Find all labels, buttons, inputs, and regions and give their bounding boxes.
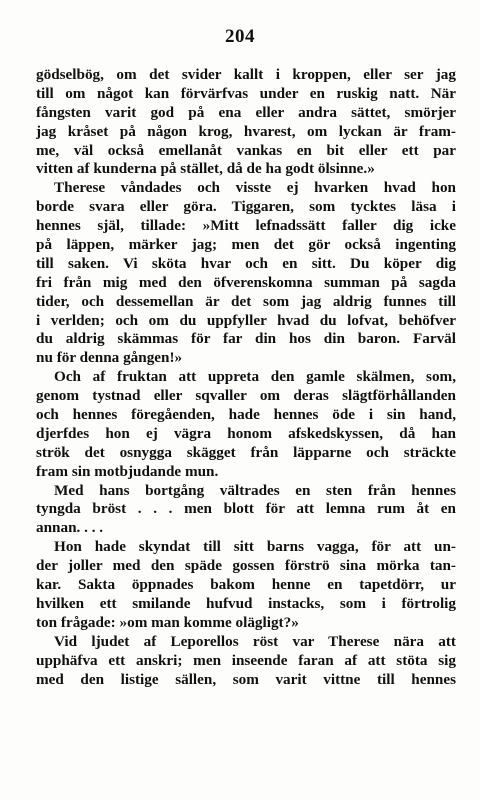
text-line: i verlden; och om du uppfyller hvad du lofvat, behöfver <box>36 311 456 329</box>
text-line: till om något kan förvärfvas under en ruskig natt. När <box>36 84 456 102</box>
text-line: nu för denna gången!» <box>36 349 183 367</box>
text-line: tider, och dessemellan är det som jag aldrig funnes till <box>36 292 456 310</box>
text-line: Hon hade skyndat till sitt barns vagga, för att un- <box>54 538 456 556</box>
text-line: strök det osnygga skägget från läpparne och sträckte <box>36 443 456 461</box>
text-line: Vid ljudet af Leporellos röst var Therese nära att <box>54 632 456 650</box>
text-line: ton frågade: »om man komme olägligt?» <box>36 613 299 631</box>
text-line: genom tystnad eller sqvaller om deras slägtförhållanden <box>36 387 456 405</box>
text-line: hvilken ett smilande hufvud instacks, som i förtrolig <box>36 594 456 612</box>
text-line: och hennes föregåenden, hade hennes öde i sin hand, <box>36 406 456 424</box>
text-line: upphäfva ett anskri; men inseende faran af att stöta sig <box>36 651 456 669</box>
text-line: Therese våndades och visste ej hvarken hvad hon <box>54 179 456 197</box>
text-line: vitten af kunderna på stället, då de ha godt ölsinne.» <box>36 160 375 178</box>
text-line: fångsten varit god på ena eller andra sättet, smörjer <box>36 103 456 121</box>
body-text <box>36 66 456 689</box>
text-line: annan. . . . <box>36 519 104 537</box>
text-line: med den listige sällen, som varit vittne till hennes <box>36 670 456 688</box>
text-line: gödselbög, om det svider kallt i kroppen, eller ser jag <box>36 66 456 83</box>
text-line: djerfdes hon ej vägra honom afskedskyssen, då han <box>36 424 456 442</box>
text-line: fram sin motbjudande mun. <box>36 462 219 480</box>
text-line: jag kråset på någon krog, hvarest, om lyckan är fram- <box>36 122 456 140</box>
text-line: me, väl också emellanåt vankas en bit eller ett par <box>36 141 456 159</box>
text-line: fri från mig med den öfverenskomna summan på sagda <box>36 273 456 291</box>
text-line: på läppen, märker jag; men det gör också ingenting <box>36 236 456 254</box>
text-line: Med hans bortgång vältrades en sten från hennes <box>54 481 456 499</box>
text-line: tyngda bröst . . . men blott för att lemna rum åt en <box>36 500 456 518</box>
text-line: du aldrig skämmas för far din hos din baron. Farväl <box>36 330 456 348</box>
text-line: till saken. Vi sköta hvar och en sitt. Du köper dig <box>36 254 456 272</box>
text-line: borde svara eller göra. Tiggaren, som tycktes läsa i <box>36 198 456 216</box>
text-line: Och af fruktan att uppreta den gamle skälmen, som, <box>54 368 456 386</box>
page-number: 204 <box>225 26 255 47</box>
text-line: der joller med den späde gossen förströ sina mörka tan- <box>36 557 456 575</box>
text-line: kar. Sakta öppnades bakom henne en tapetdörr, ur <box>36 576 456 594</box>
text-line: hennes själ, tillade: »Mitt lefnadssätt faller dig icke <box>36 217 456 235</box>
